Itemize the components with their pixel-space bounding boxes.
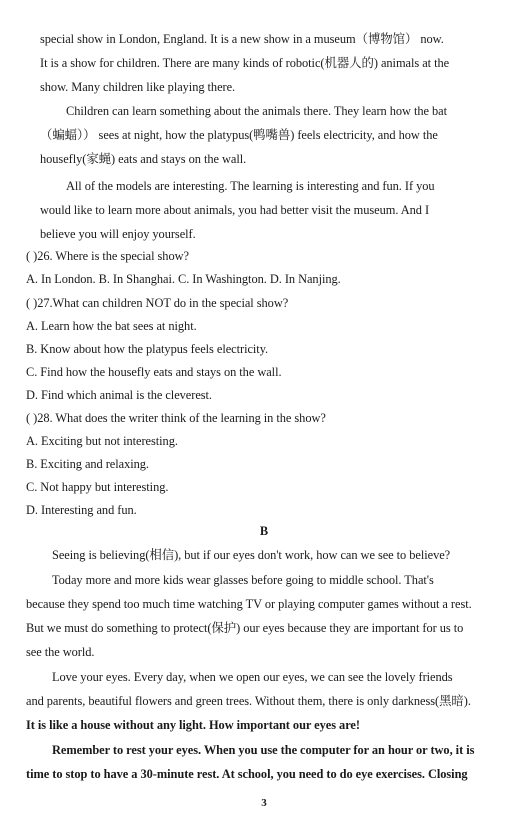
- section-b-line-10: time to stop to have a 30-minute rest. At school, you need to do eye exercises. Closing: [26, 767, 468, 781]
- section-b-line-4: But we must do something to protect(保护) our eyes because they are important for us to: [26, 621, 464, 635]
- section-b-line-1: Seeing is believing(相信), but if our eyes don't work, how can we see to believe?: [52, 548, 451, 562]
- passage-a-line-8: would like to learn more about animals, you had better visit the museum. And I: [40, 203, 430, 217]
- question-28-stem: ( )28. What does the writer think of the learning in the show?: [26, 411, 326, 425]
- passage-a-line-6: housefly(家蝇) eats and stays on the wall.: [40, 152, 247, 166]
- question-28-option-a: A. Exciting but not interesting.: [26, 434, 178, 448]
- question-27-option-d: D. Find which animal is the cleverest.: [26, 388, 212, 402]
- section-b-line-5: see the world.: [26, 645, 95, 659]
- question-27-option-c: C. Find how the housefly eats and stays on the wall.: [26, 365, 282, 379]
- passage-a-line-4: Children can learn something about the animals there. They learn how the bat: [66, 104, 447, 118]
- question-26-options: A. In London. B. In Shanghai. C. In Washington. D. In Nanjing.: [26, 272, 341, 286]
- question-28-option-b: B. Exciting and relaxing.: [26, 457, 149, 471]
- section-b-line-8: It is like a house without any light. How important our eyes are!: [26, 718, 360, 732]
- section-b-line-2: Today more and more kids wear glasses before going to middle school. That's: [52, 573, 434, 587]
- question-26-stem: ( )26. Where is the special show?: [26, 249, 189, 263]
- passage-a-line-5: （蝙蝠）） sees at night, how the platypus(鸭嘴兽) feels electricity, and how the: [40, 128, 438, 142]
- passage-a-line-2: It is a show for children. There are many kinds of robotic(机器人的) animals at the: [40, 56, 450, 70]
- passage-a-line-1: special show in London, England. It is a new show in a museum（博物馆） now.: [40, 32, 444, 46]
- passage-a-line-7: All of the models are interesting. The learning is interesting and fun. If you: [66, 179, 435, 193]
- section-b-line-9: Remember to rest your eyes. When you use the computer for an hour or two, it is: [52, 743, 475, 757]
- passage-a-line-3: show. Many children like playing there.: [40, 80, 236, 94]
- section-b-line-3: because they spend too much time watching TV or playing computer games without a rest.: [26, 597, 472, 611]
- section-b-line-7: and parents, beautiful flowers and green trees. Without them, there is only darkness(黑暗).: [26, 694, 471, 708]
- question-27-option-a: A. Learn how the bat sees at night.: [26, 319, 197, 333]
- section-b-heading: B: [259, 524, 269, 538]
- passage-a-line-9: believe you will enjoy yourself.: [40, 227, 196, 241]
- section-b-line-6: Love your eyes. Every day, when we open our eyes, we can see the lovely friends: [52, 670, 453, 684]
- question-28-option-c: C. Not happy but interesting.: [26, 480, 169, 494]
- page-number: 3: [261, 797, 267, 809]
- question-27-option-b: B. Know about how the platypus feels electricity.: [26, 342, 269, 356]
- question-28-option-d: D. Interesting and fun.: [26, 503, 137, 517]
- question-27-stem: ( )27.What can children NOT do in the special show?: [26, 296, 289, 310]
